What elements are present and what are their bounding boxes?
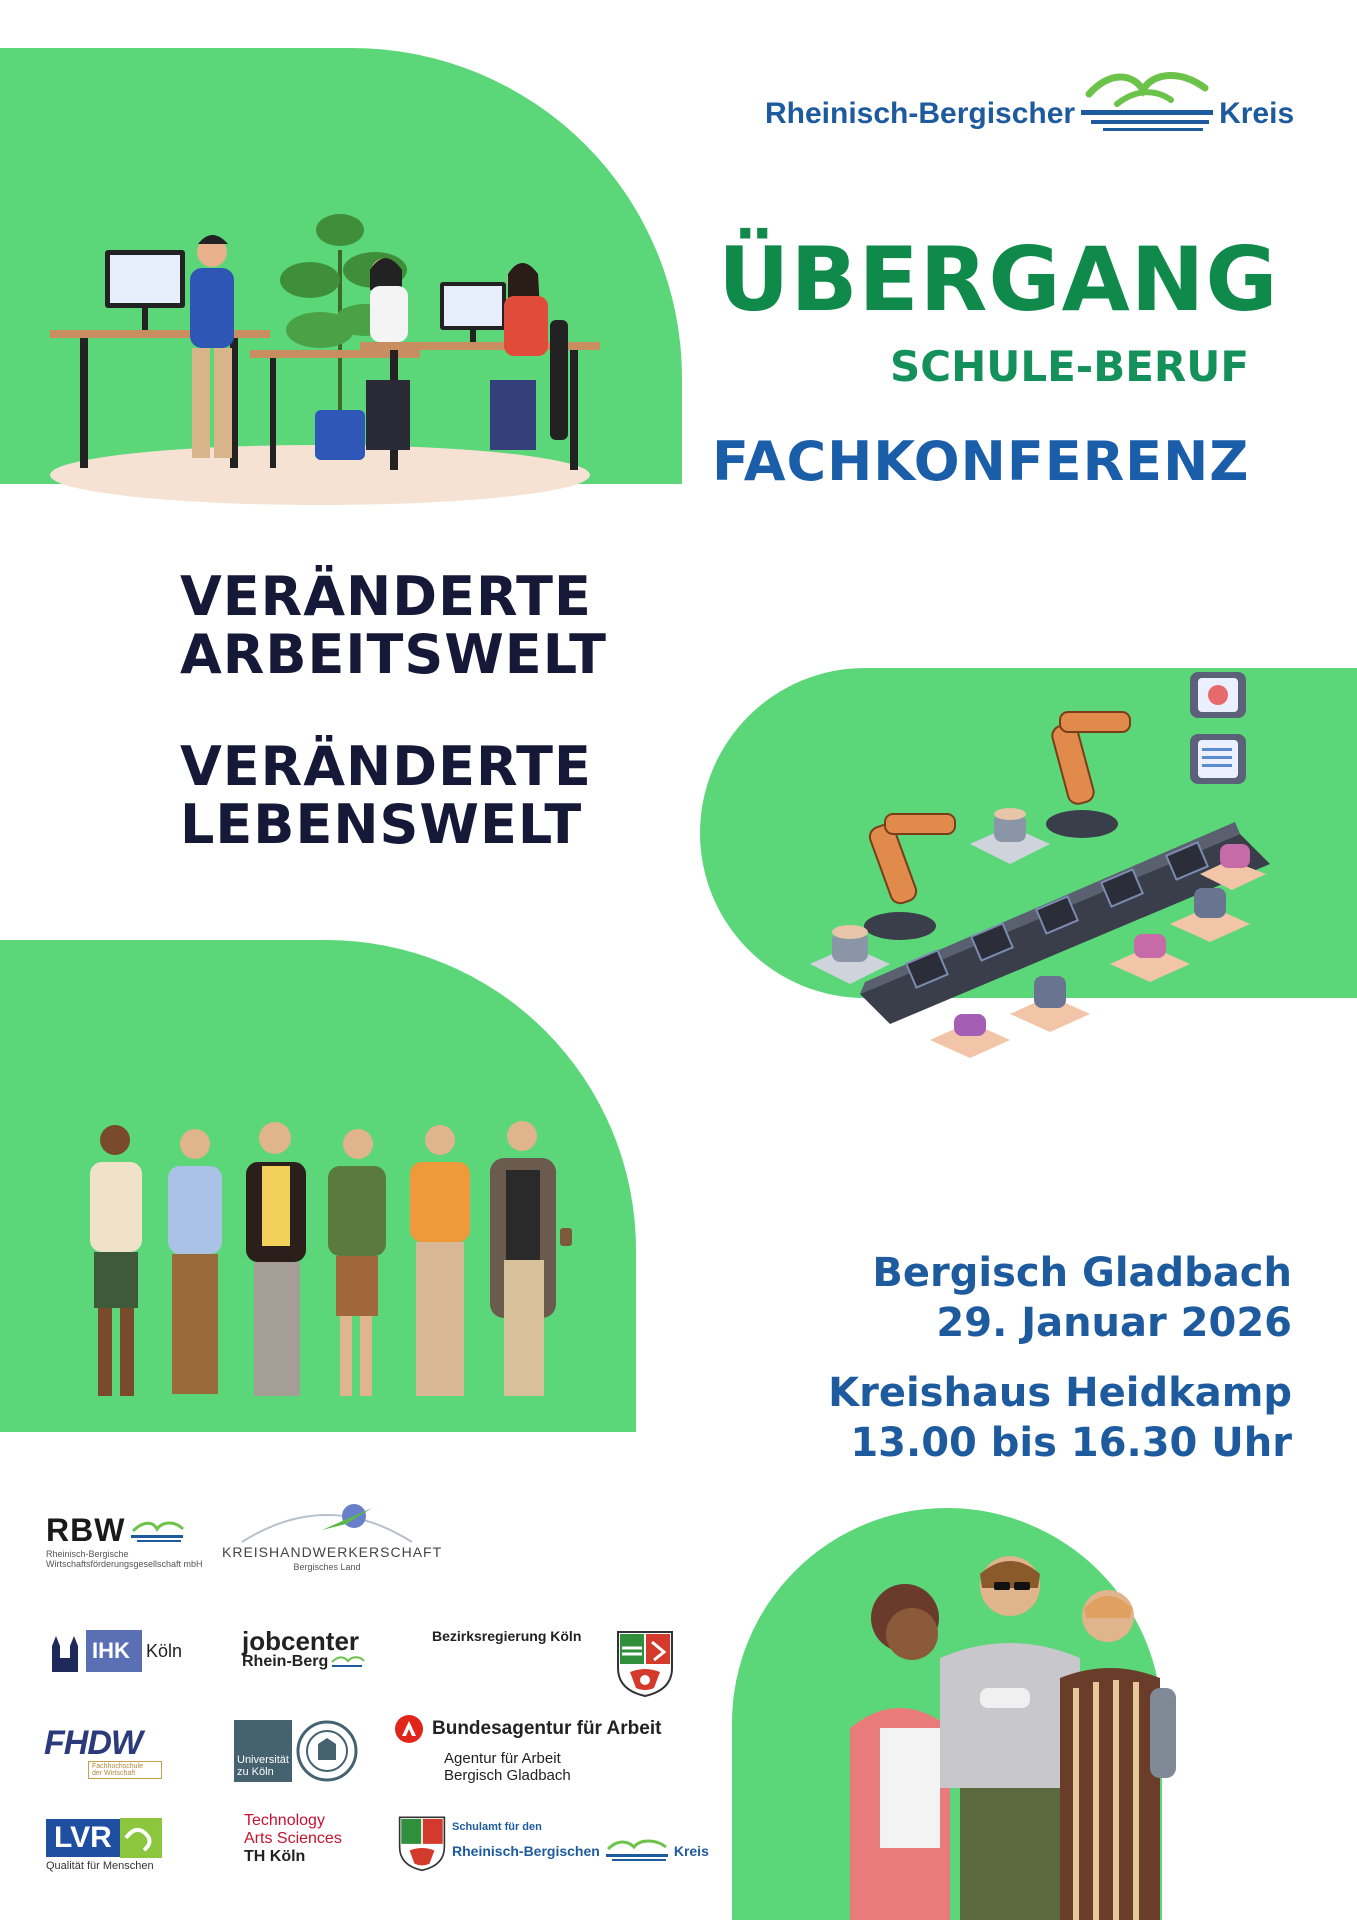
ihk-city: Köln [146,1640,183,1661]
event-info-top [872,1248,1292,1348]
logo-schulamt [396,1814,709,1872]
event-date: 29. Januar 2026 [936,1300,1292,1346]
hills-logo-icon [1081,64,1213,134]
logo-lvr [46,1818,162,1872]
org-name-left: Rheinisch-Bergischer [765,97,1076,130]
jobcenter-hills-icon [330,1654,366,1670]
fhdw-sub-2: der Wirtschaft [92,1770,136,1777]
jobcenter-sub: Rhein-Berg [242,1653,329,1670]
schulamt-line-1: Schulamt für den [452,1821,542,1833]
uni-name-2: zu Köln [237,1766,274,1778]
lvr-sub: Qualität für Menschen [46,1860,154,1872]
org-logo [765,64,1294,134]
rbw-sub-2: Wirtschaftsförderungsgesellschaft mbH [46,1559,203,1569]
group-of-people-illustration [60,1110,620,1420]
logo-jobcenter [242,1626,366,1671]
theme-1-line-a: VERÄNDERTE [180,565,592,628]
assembly-line-robots-illustration [770,664,1270,1094]
ba-sub-1: Agentur für Arbeit [444,1750,561,1767]
uni-name-box [234,1720,292,1782]
logo-bundesagentur [394,1714,661,1784]
title-sub: SCHULE-BERUF [890,342,1250,391]
event-time: 13.00 bis 16.30 Uhr [850,1420,1292,1466]
title-main: ÜBERGANG [718,228,1279,331]
lvr-badge [46,1819,120,1857]
fhdw-subtitle-box [88,1761,162,1779]
th-line-3: TH Köln [244,1848,306,1865]
jobcenter-name: jobcenter [242,1626,360,1656]
schulamt-hills-icon [604,1837,670,1865]
ba-sub-2: Bergisch Gladbach [444,1767,571,1784]
org-name-right: Kreis [1219,97,1295,130]
event-city: Bergisch Gladbach [872,1250,1292,1296]
khw-sub: Bergisches Land [293,1562,361,1572]
lvr-swirl-icon [120,1818,162,1858]
cathedral-icon [46,1630,86,1672]
th-line-2: Arts Sciences [244,1830,342,1847]
rbw-sub-1: Rheinisch-Bergische [46,1549,129,1559]
khw-name: KREISHANDWERKERSCHAFT [222,1544,443,1560]
uni-seal-icon [296,1720,358,1782]
office-workers-illustration [30,170,620,510]
logo-kreishandwerkerschaft [222,1494,443,1572]
theme-1-line-b: ARBEITSWELT [180,623,607,686]
ba-title: Bundesagentur für Arbeit [432,1718,662,1739]
uni-name-1: Universität [237,1754,289,1766]
khw-globe-icon [222,1494,432,1544]
friends-group-illustration [830,1538,1190,1920]
theme-2-line-b: LEBENSWELT [180,793,583,856]
title-conference: FACHKONFERENZ [712,430,1250,493]
theme-block-1 [180,565,607,686]
event-info-bottom [828,1368,1292,1468]
logo-fhdw [44,1724,162,1779]
logo-rbw [46,1512,203,1569]
rbw-hills-icon [129,1517,185,1545]
schulamt-coat-of-arms-icon [396,1814,448,1872]
fhdw-sub-1: Fachhochschule [92,1763,143,1770]
lvr-name: LVR [54,1821,112,1854]
th-line-1: Technology [244,1812,325,1829]
ba-logo-icon [394,1714,424,1744]
ihk-badge [46,1630,142,1672]
rbw-name: RBW [46,1512,126,1548]
bezreg-name: Bezirksregierung Köln [432,1628,582,1644]
logo-ihk-koeln [46,1630,182,1672]
schulamt-line-3: Kreis [673,1843,709,1859]
theme-2-line-a: VERÄNDERTE [180,735,592,798]
theme-block-2 [180,735,592,856]
logo-uni-koeln [234,1720,358,1782]
schulamt-line-2: Rheinisch-Bergischen [452,1843,600,1859]
nrw-coat-of-arms-icon [614,1628,676,1698]
ihk-name: IHK [92,1638,130,1663]
logo-th-koeln [244,1812,342,1866]
event-venue: Kreishaus Heidkamp [828,1370,1292,1416]
fhdw-name: FHDW [44,1724,142,1762]
